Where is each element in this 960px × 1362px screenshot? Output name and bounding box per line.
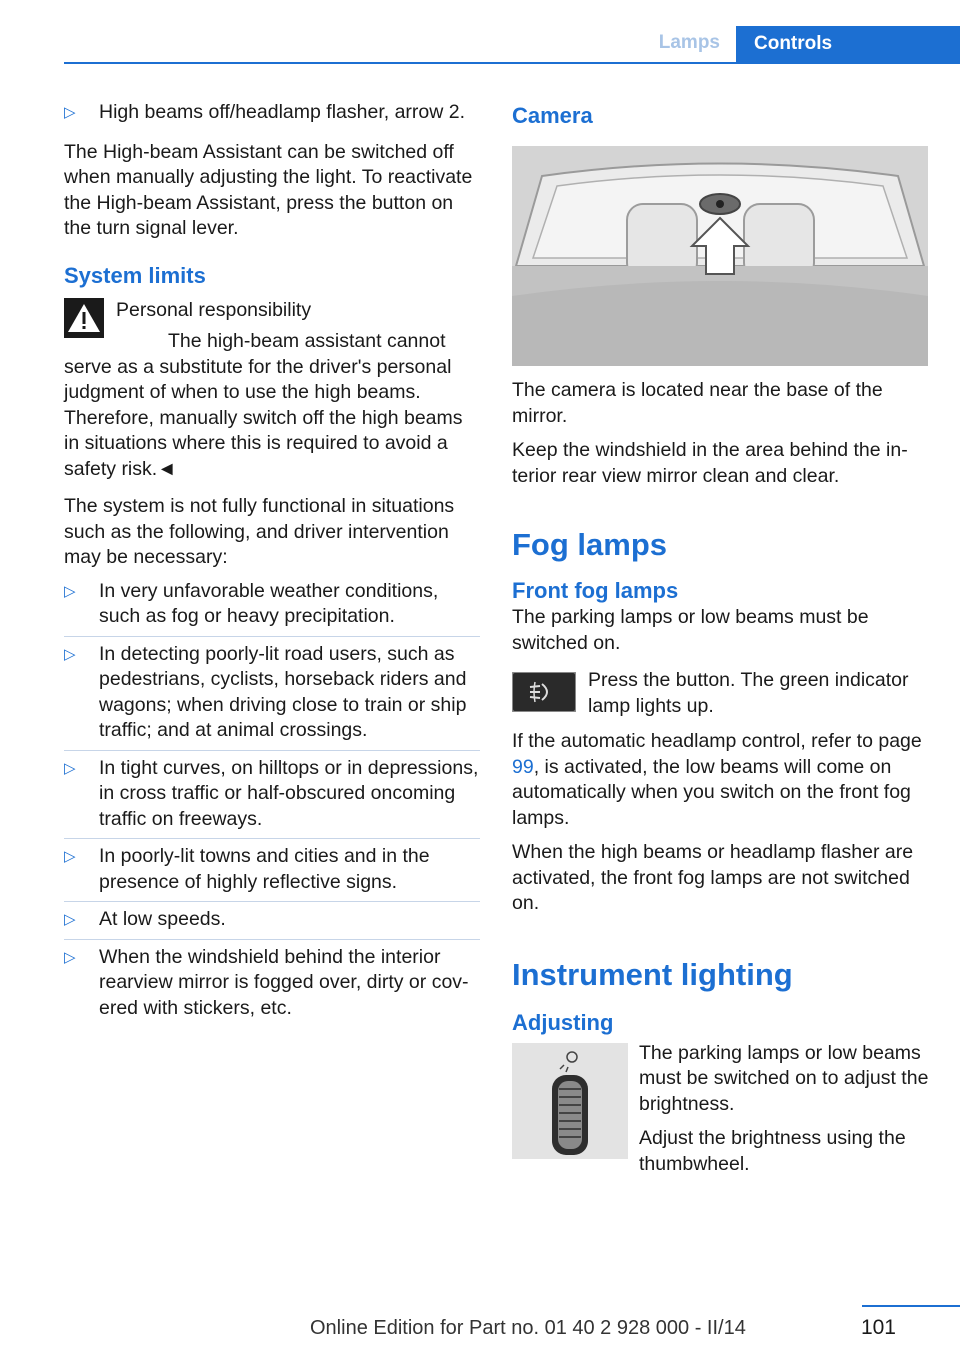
page-reference-link[interactable]: 99	[512, 755, 534, 778]
divider	[64, 838, 480, 839]
paragraph: Press the button. The green indicator lamp lights up.	[588, 669, 909, 717]
list-item: ▷ At low speeds.	[64, 907, 480, 933]
camera-location-image	[512, 146, 928, 366]
list-item: ▷ High beams off/headlamp flasher, arrow 2.	[64, 100, 480, 126]
car-interior-illustration	[512, 146, 928, 366]
list-item: ▷ When the windshield behind the interior rearview mirror is fogged over, dirty or covered with stickers, etc.	[64, 945, 469, 1019]
paragraph: The parking lamps or low beams must be switched on.	[512, 606, 869, 654]
thumbwheel-block	[512, 1041, 930, 1178]
section-heading-fog-lamps: Fog lamps	[512, 527, 668, 562]
triangle-bullet-icon: ▷	[64, 948, 76, 966]
paragraph: If the automatic headlamp control, refer to page 99, is activated, the low beams will come on automatically when you switch on the front fog lamps.	[512, 730, 922, 829]
triangle-bullet-icon: ▷	[64, 645, 76, 663]
tab-controls[interactable]: Controls	[736, 26, 960, 62]
section-heading-system-limits: System limits	[64, 262, 206, 288]
page-header	[64, 26, 960, 64]
warning-text: The high-beam assistant cannot serve as a substitute for the driver's personal judgment of when to use the high beams. Therefore, manually switch off the high beams in situations where this is required to avoid a safety risk.◄	[64, 330, 463, 480]
divider	[64, 901, 480, 902]
tab-lamps[interactable]: Lamps	[658, 32, 720, 53]
triangle-bullet-icon: ▷	[64, 848, 76, 865]
footer-edition: Online Edition for Part no. 01 40 2 928 000 - II/14	[310, 1317, 746, 1339]
paragraph: The system is not fully functional in situations such as the following, and driver intervention may be necessary:	[64, 495, 455, 568]
section-heading-camera: Camera	[512, 103, 593, 128]
warning-title: Personal responsibility	[116, 298, 312, 321]
footer-divider	[862, 1305, 960, 1307]
subheading-adjusting: Adjusting	[512, 1009, 614, 1035]
paragraph: Adjust the brightness using the thumbwheel.	[639, 1127, 906, 1175]
divider	[64, 939, 480, 940]
paragraph: When the high beams or headlamp flasher are activated, the front fog lamps are not switched on.	[512, 841, 914, 914]
subheading-front-fog-lamps: Front fog lamps	[512, 578, 679, 603]
paragraph: The camera is located near the base of the mirror.	[512, 379, 883, 427]
divider	[64, 750, 480, 751]
list-item: ▷ In detecting poorly-lit road users, such as pedestrians, cyclists, horseback riders and wagons; when driving close to train or ship traffic; and at animal crossings.	[64, 642, 467, 741]
limits-list	[64, 579, 480, 1022]
divider	[64, 636, 480, 637]
warning-icon	[64, 298, 104, 338]
warning-box	[64, 298, 480, 483]
fog-button-block	[512, 668, 930, 719]
paragraph: The High-beam Assistant can be switched off when manually adjusting the light. To reactivate the High-beam Assistant, press the button on the turn signal lever.	[64, 140, 473, 239]
list-item: ▷ In poorly-lit towns and cities and in the presence of highly reflective signs.	[64, 845, 430, 893]
list-item: ▷ In very unfavorable weather conditions, such as fog or heavy precipitation.	[64, 579, 439, 627]
triangle-bullet-icon: ▷	[64, 582, 76, 600]
right-column	[512, 100, 930, 1177]
left-column	[64, 100, 480, 1021]
paragraph: The parking lamps or low beams must be switched on to adjust the brightness.	[639, 1041, 929, 1115]
list-item: ▷ In tight curves, on hilltops or in depressions, in cross traffic or half-obscured oncoming traffic on freeways.	[64, 756, 479, 830]
page-number: 101	[860, 1316, 896, 1339]
triangle-bullet-icon: ▷	[64, 911, 76, 928]
triangle-bullet-icon: ▷	[64, 759, 76, 777]
paragraph: Keep the windshield in the area behind the interior rear view mirror clean and clear.	[512, 439, 908, 487]
front-fog-lamp-button-icon	[512, 672, 576, 712]
section-heading-instrument-lighting: Instrument lighting	[512, 956, 793, 992]
thumbwheel-illustration-icon	[512, 1043, 628, 1159]
triangle-bullet-icon: ▷	[64, 104, 76, 121]
